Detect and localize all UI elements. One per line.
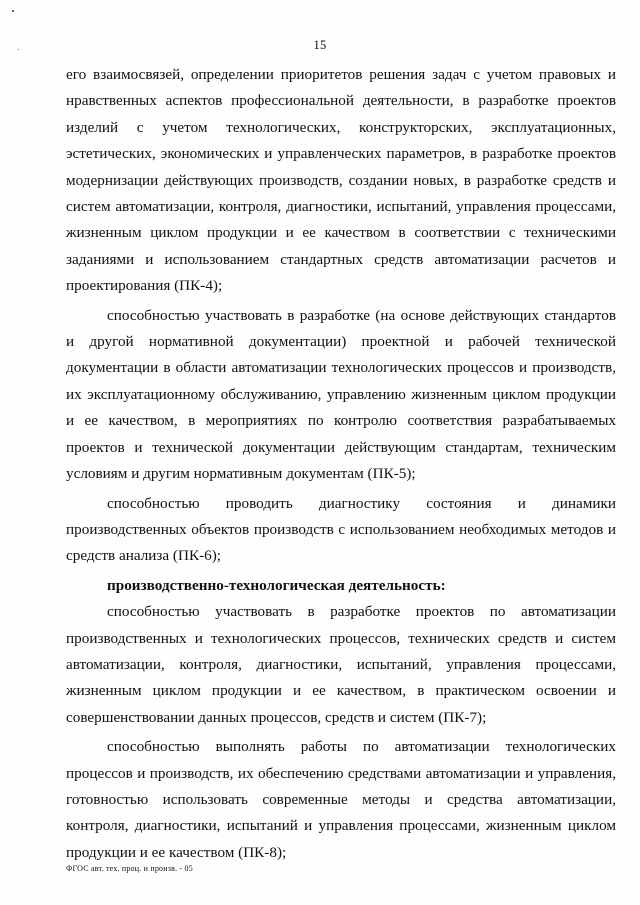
section-heading: производственно-технологическая деятельность: <box>107 576 446 594</box>
body-text <box>66 62 616 866</box>
paragraph-pk5: способностью участвовать в разработке (на основе действующих стандартов и другой нормативной документации) проектной и рабочей технической документации в области автоматизации технологических процессов и производств, их эксплуатационному обслуживанию, управлению жизненным циклом продукции и ее качеством, в мероприятиях по контролю соответствия разрабатываемых проектов и технической документации действующим стандартам, техническим условиям и другим нормативным документам (ПК-5); <box>66 306 616 483</box>
scan-speck <box>12 10 14 12</box>
paragraph-pk4-continuation: его взаимосвязей, определении приоритетов решения задач с учетом правовых и нравственных аспектов профессиональной деятельности, в разработке проектов изделий с учетом технологических, конструкторских, эксплуатационных, эстетических, экономических и управленческих параметров, в разработке проектов модернизации действующих производств, создании новых, в разработке средств и систем автоматизации, контроля, диагностики, испытаний, управления процессами, жизненным циклом продукции и ее качеством в соответствии с техническими заданиями и использованием стандартных средств автоматизации расчетов и проектирования (ПК-4); <box>66 66 616 295</box>
paragraph-pk8: способностью выполнять работы по автоматизации технологических процессов и производств, их обеспечению средствами автоматизации и управления, готовностью использовать современные методы и средства автоматизации, контроля, диагностики, испытаний и управления процессами, жизненным циклом продукции и ее качеством (ПК-8); <box>66 738 616 861</box>
page-number: 15 <box>313 38 327 52</box>
page-footer: ФГОС авт. тех. проц. и произв. - 05 <box>66 864 193 873</box>
paragraph-pk6: способностью проводить диагностику состояния и динамики производственных объектов производств с использованием необходимых методов и средств анализа (ПК-6); <box>66 494 616 565</box>
paragraph-pk7: способностью участвовать в разработке проектов по автоматизации производственных и технологических процессов, технических средств и систем автоматизации, контроля, диагностики, испытаний, управления процессами, жизненным циклом продукции и ее качеством, в практическом освоении и совершенствовании данных процессов, средств и систем (ПК-7); <box>66 603 616 726</box>
